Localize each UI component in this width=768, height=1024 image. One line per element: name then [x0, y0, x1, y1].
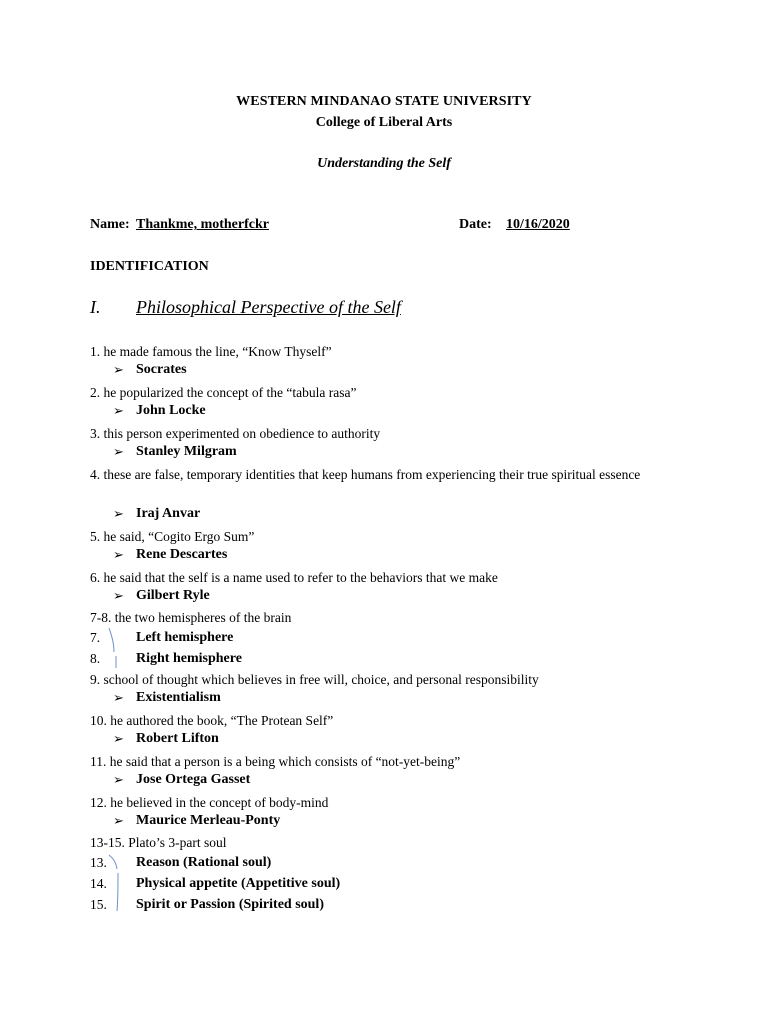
date-label: Date:	[459, 217, 492, 232]
answer-10	[113, 731, 219, 747]
answer-text: Stanley Milgram	[136, 444, 237, 459]
item-number-8: 8.	[90, 651, 101, 666]
question-6: 6. he said that the self is a name used to refer to the behaviors that we make	[90, 570, 498, 585]
item-number-14: 14.	[90, 876, 107, 891]
section-number: I.	[90, 297, 101, 317]
question-10: 10. he authored the book, “The Protean Self”	[90, 713, 334, 728]
name-label: Name:	[90, 217, 130, 232]
answer-12	[113, 813, 280, 829]
answer-text: Rene Descartes	[136, 547, 228, 562]
section-title	[90, 297, 401, 318]
answer-9	[113, 690, 221, 706]
pen-mark-icon	[106, 853, 124, 913]
question-13-15: 13-15. Plato’s 3-part soul	[90, 835, 227, 850]
answer-8: Right hemisphere	[136, 651, 242, 666]
arrow-bullet-icon: ➢	[113, 444, 124, 460]
course-title: Understanding the Self	[317, 156, 451, 171]
arrow-bullet-icon: ➢	[113, 547, 124, 563]
pen-mark-icon	[106, 626, 122, 670]
question-9: 9. school of thought which believes in free will, choice, and personal responsibility	[90, 672, 539, 687]
answer-1	[113, 362, 187, 378]
answer-14: Physical appetite (Appetitive soul)	[136, 876, 341, 891]
arrow-bullet-icon: ➢	[113, 813, 124, 829]
section-heading: IDENTIFICATION	[90, 259, 209, 274]
question-5: 5. he said, “Cogito Ergo Sum”	[90, 529, 255, 544]
item-number-15: 15.	[90, 897, 107, 912]
college-name: College of Liberal Arts	[315, 115, 453, 130]
arrow-bullet-icon: ➢	[113, 588, 124, 604]
question-2: 2. he popularized the concept of the “tabula rasa”	[90, 385, 357, 400]
answer-text: Jose Ortega Gasset	[136, 772, 251, 787]
answer-text: Maurice Merleau-Ponty	[136, 813, 281, 828]
arrow-bullet-icon: ➢	[113, 772, 124, 788]
name-value: Thankme, motherfckr	[136, 217, 269, 232]
answer-5	[113, 547, 227, 563]
answer-3	[113, 444, 237, 460]
answer-7: Left hemisphere	[136, 630, 234, 645]
answer-text: Robert Lifton	[136, 731, 219, 746]
answer-text: Existentialism	[136, 690, 221, 705]
answer-2	[113, 403, 206, 419]
answer-13: Reason (Rational soul)	[136, 855, 272, 870]
university-name: WESTERN MINDANAO STATE UNIVERSITY	[236, 94, 532, 109]
arrow-bullet-icon: ➢	[113, 362, 124, 378]
answer-15: Spirit or Passion (Spirited soul)	[136, 897, 324, 912]
answer-text: Gilbert Ryle	[136, 588, 210, 603]
item-number-13: 13.	[90, 855, 107, 870]
section-title-text: Philosophical Perspective of the Self	[136, 297, 401, 317]
question-7-8: 7-8. the two hemispheres of the brain	[90, 610, 292, 625]
question-3: 3. this person experimented on obedience to authority	[90, 426, 381, 441]
arrow-bullet-icon: ➢	[113, 731, 124, 747]
arrow-bullet-icon: ➢	[113, 690, 124, 706]
question-12: 12. he believed in the concept of body-mind	[90, 795, 329, 810]
answer-4	[113, 506, 200, 522]
answer-6	[113, 588, 210, 604]
item-number-7: 7.	[90, 630, 101, 645]
question-1: 1. he made famous the line, “Know Thyself”	[90, 344, 332, 359]
date-value: 10/16/2020	[506, 217, 570, 232]
arrow-bullet-icon: ➢	[113, 506, 124, 522]
question-11: 11. he said that a person is a being which consists of “not-yet-being”	[90, 754, 461, 769]
answer-text: Iraj Anvar	[136, 506, 201, 521]
answer-11	[113, 772, 250, 788]
answer-text: John Locke	[136, 403, 206, 418]
answer-text: Socrates	[136, 362, 187, 377]
arrow-bullet-icon: ➢	[113, 403, 124, 419]
question-4: 4. these are false, temporary identities that keep humans from experiencing their true spiritual essence	[90, 467, 641, 482]
